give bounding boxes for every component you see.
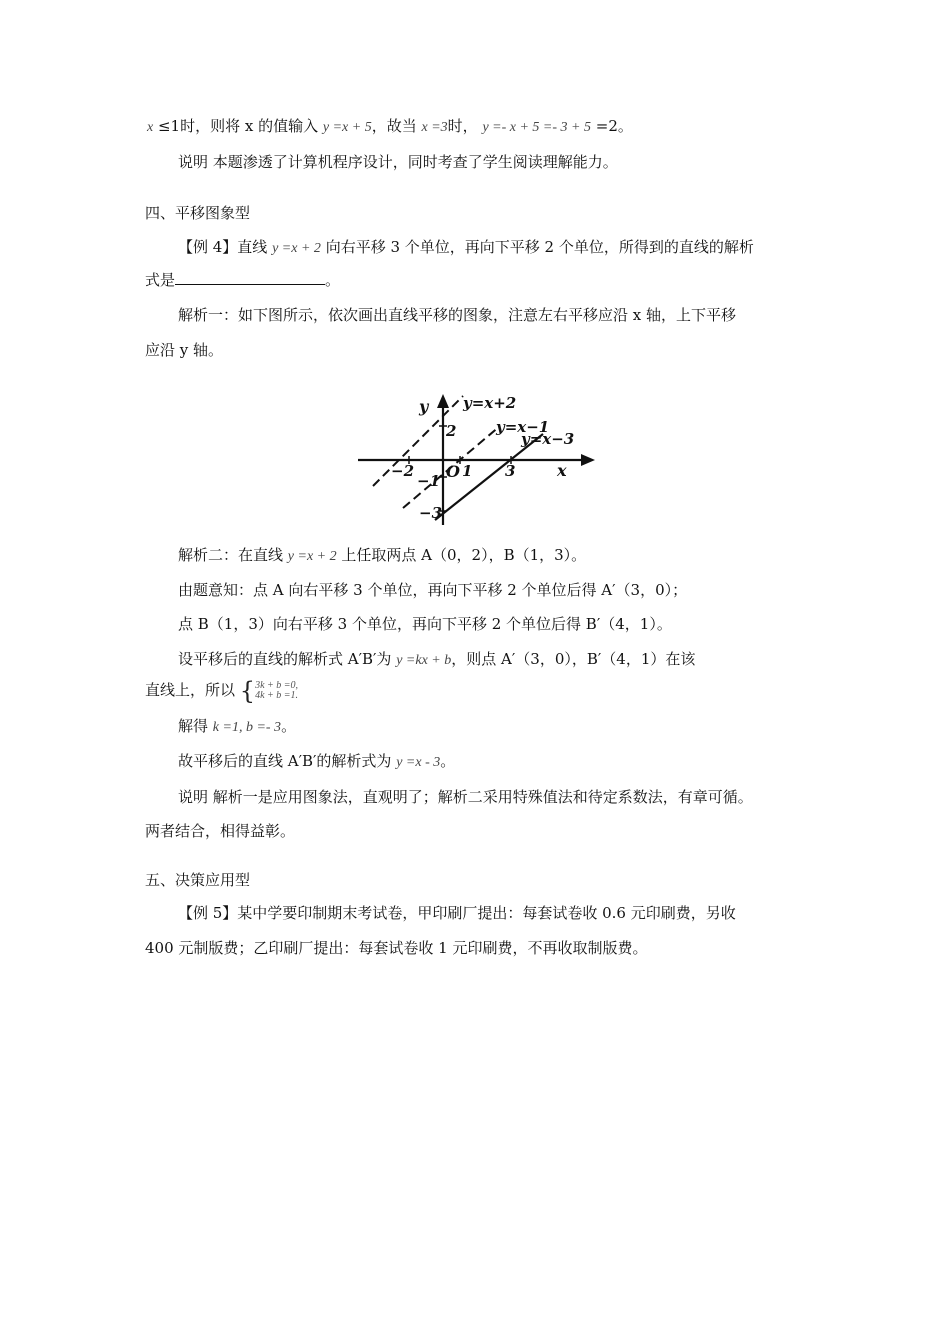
- text-line: 400 元制版费；乙印刷厂提出：每套试卷收 1 元印刷费，不再收取制版费。: [145, 939, 648, 957]
- y-axis-arrow: [437, 394, 449, 408]
- math-expression: y =x + 2: [272, 241, 321, 256]
- math-expression: y =x + 5: [322, 120, 372, 135]
- math-expression: y =x + 2: [287, 549, 337, 564]
- note-paragraph: 说明 本题渗透了计算机程序设计，同时考查了学生阅读理解能力。: [178, 153, 618, 171]
- text-run: 时，则将 x 的值输入: [180, 117, 323, 135]
- text-run: 式是: [145, 271, 176, 289]
- text-run: 。: [440, 752, 456, 770]
- line-translation-graph: [355, 390, 600, 530]
- math-expression: k =1, b =- 3: [212, 720, 282, 735]
- y-axis-label: y: [419, 397, 429, 416]
- text-run: 故平移后的直线 A′B′的解析式为: [178, 752, 397, 770]
- text-run: 时，: [447, 117, 483, 135]
- text-line: 解析一：如下图所示，依次画出直线平移的图象，注意左右平移应沿 x 轴，上下平移: [178, 306, 736, 324]
- tick-label-x-3: 3: [505, 462, 516, 480]
- math-expression: x: [147, 120, 154, 135]
- text-run: =2。: [590, 117, 633, 135]
- text-line: [178, 649, 695, 671]
- text-line: [147, 116, 633, 138]
- line-label-2: y=x−1: [496, 418, 550, 436]
- tick-label-x-1: 1: [462, 462, 473, 480]
- text-run: ，故当: [371, 117, 422, 135]
- text-run: 【例 4】直线: [178, 238, 273, 256]
- text-line: [145, 677, 298, 705]
- equation-2: 4k + b =1.: [255, 690, 298, 701]
- text-line: [178, 237, 754, 259]
- math-expression: x =3: [421, 120, 448, 135]
- text-line: [178, 751, 455, 773]
- text-run: 向右平移 3 个单位，再向下平移 2 个单位，所得到的直线的解析: [320, 238, 754, 256]
- text-line: 【例 5】某中学要印制期末考试卷，甲印刷厂提出：每套试卷收 0.6 元印刷费，另收: [178, 904, 736, 922]
- tick-label-y-minus-3: −3: [419, 504, 443, 522]
- math-expression: y =kx + b: [396, 653, 452, 668]
- text-run: ，则点 A′（3，0），B′（4，1）在该: [451, 650, 696, 668]
- text-run: 。: [325, 271, 341, 289]
- math-expression: y =x - 3: [396, 755, 441, 770]
- tick-label-y-minus-1: −1: [417, 472, 441, 490]
- x-axis-label: x: [557, 461, 567, 480]
- answer-blank: [175, 270, 325, 285]
- text-line: 由题意知：点 A 向右平移 3 个单位，再向下平移 2 个单位后得 A′（3，0）；: [178, 581, 688, 599]
- text-run: 。: [281, 717, 297, 735]
- equation-1: 3k + b =0,: [255, 680, 298, 691]
- text-line: [145, 270, 340, 290]
- line-label-3: y=x−3: [521, 430, 575, 448]
- equation-system: [255, 681, 298, 701]
- line-label-1: y=x+2: [463, 394, 517, 412]
- math-expression: y =- x + 5 =- 3 + 5: [482, 120, 591, 135]
- text-run: 直线上，所以: [145, 681, 240, 699]
- text-line: 应沿 y 轴。: [145, 341, 224, 359]
- text-line: [178, 545, 586, 567]
- text-run: 解得: [178, 717, 213, 735]
- section-heading: 五、决策应用型: [145, 871, 251, 889]
- tick-label-y-2: 2: [446, 422, 457, 440]
- origin-label: O: [446, 462, 460, 481]
- tick-label-x-minus-2: −2: [391, 462, 415, 480]
- text-run: 解析二：在直线: [178, 546, 288, 564]
- text-line: 两者结合，相得益彰。: [145, 822, 296, 840]
- text-run: ≤1: [153, 117, 181, 135]
- text-line: [178, 716, 296, 738]
- text-line: 点 B（1，3）向右平移 3 个单位，再向下平移 2 个单位后得 B′（4，1）。: [178, 615, 672, 633]
- text-run: 上任取两点 A（0，2），B（1，3）。: [336, 546, 587, 564]
- text-run: 设平移后的直线的解析式 A′B′为: [178, 650, 397, 668]
- x-axis-arrow: [581, 454, 595, 466]
- brace-symbol: {: [239, 677, 256, 705]
- section-heading: 四、平移图象型: [145, 204, 251, 222]
- text-line: 说明 解析一是应用图象法，直观明了；解析二采用特殊值法和待定系数法，有章可循。: [178, 788, 753, 806]
